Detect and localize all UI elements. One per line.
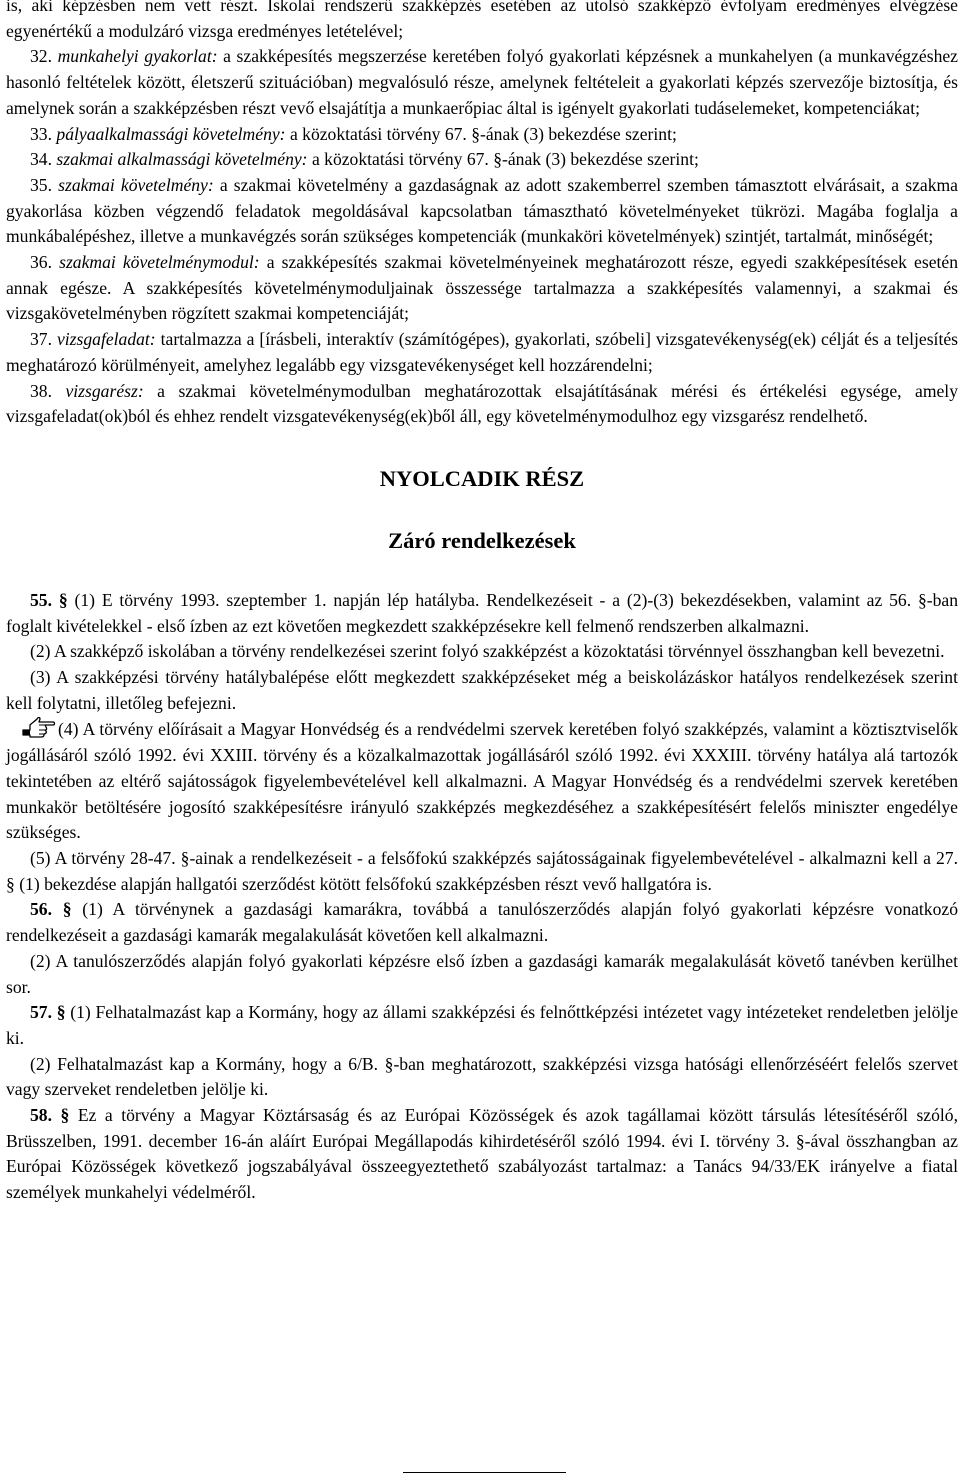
section-56 [6,897,958,948]
paragraph-55-5: (5) A törvény 28-47. §-ainak a rendelkezéseit - a felsőfokú szakképzés sajátosságainak figyelembevételével - alkalmazni kell a 27. § (1) bekezdése alapján hallgatói szerződést kötött felsőfokú szakképzésben részt vevő hallgatóra is. [6,847,958,894]
document-page [6,0,958,1206]
definition-36 [6,250,958,327]
definition-37 [6,327,958,378]
section-symbol: § [60,1105,70,1126]
paragraph-text: (4) A törvény előírásait a Magyar Honvédség és a rendvédelmi szervek keretében folyó szakképzés, valamint a köztisztviselők jogállásáról szóló 1992. évi XXIII. törvény és a közalkalmazottak jogállásáról szóló 1992. évi XXXIII. törvény hatálya alá tartozók tekintetében az eltérő sajátosságok figyelembevételével kell alkalmazni. A Magyar Honvédség és a rendvédelmi szervek keretében munkakör betöltésére jogosító szakképesítésre irányuló szakképzés megkezdéséhez a szakképesítésért felelős miniszter engedélye szükséges. [6,719,958,843]
definition-text: a szakképesítés szakmai követelményeinek meghatározott része, egyedi szakképesítések esetén annak egésze. A szakképesítés követelménymoduljainak összessége tartalmazza a szakképesítés valamennyi, a szakmai és vizsgakövetelményben rögzített szakmai kompetenciáját; [6,252,958,324]
intro-paragraph: is, aki képzésben nem vett részt. Iskolai rendszerű szakképzés esetében az utolsó szakképző évfolyam eredményes elvégzése egyenértékű a modulzáró vizsga eredményes letételével; [6,0,958,41]
paragraph-text: (1) A törvénynek a gazdasági kamarákra, továbbá a tanulószerződés alapján folyó gyakorlati képzésre vonatkozó rendelkezéseit a gazdasági kamarák megalakulását követően kell alkalmazni. [6,899,959,946]
section-symbol: § [58,589,68,610]
pointing-hand-icon [22,716,56,738]
definition-number: 32. [30,46,52,67]
paragraph-text: Ez a törvény a Magyar Köztársaság és az Európai Közösségek és azok tagállamai között társulás létesítéséről szóló, Brüsszelben, 1991. december 16-án aláírt Európai Megállapodás kihirdetéséről szóló 1994. évi I. törvény 3. §-ával összhangban az Európai Közösségek következő jogszabályával összeegyeztethető szabályozást tartalmaz: a Tanács 94/33/EK irányelve a fiatal személyek munkahelyi védelméről. [6,1105,958,1203]
section-number: 55. [30,589,52,610]
definition-term: szakmai követelmény: [58,174,214,195]
definition-term: pályaalkalmassági követelmény: [56,123,286,144]
part-title: NYOLCADIK RÉSZ [379,465,585,491]
section-number: 58. [30,1105,52,1126]
definition-38 [6,379,958,430]
definition-number: 37. [30,329,52,350]
paragraph-55-3: (3) A szakképzési törvény hatálybalépése előtt megkezdett szakképzéseket még a beiskolázáskor hatályos rendelkezések szerint kell folytatni, illetőleg befejezni. [6,667,958,713]
definition-term: vizsgarész: [65,380,144,401]
definition-text: a szakmai követelmény a gazdaságnak az adott szakemberrel szemben támasztott elvárásait, a szakma gyakorlása közben végzendő feladatok megoldásával kapcsolatban támasztható követelményeket tükrözi. Magába foglalja a munkábalépéshez, illetve a munkavégzés során szükséges kompetenciák (munkaköri követelmények) szintjét, tartalmát, minőségét; [6,174,958,247]
definition-term: vizsgafeladat: [56,329,156,350]
paragraph-55-2: (2) A szakképző iskolában a törvény rendelkezései szerint folyó szakképzést a közoktatási törvénnyel összhangban kell bevezetni. [30,641,945,662]
definition-term: munkahelyi gyakorlat: [57,46,218,67]
section-title: Záró rendelkezések [388,527,576,553]
definition-number: 38. [30,380,52,401]
definition-term: szakmai követelménymodul: [59,252,260,273]
definition-number: 36. [30,252,52,273]
definition-text: a szakmai követelménymodulban meghatározottak elsajátításának mérési és értékelési egysége, amely vizsgafeladat(ok)ból és ehhez rendelt vizsgatevékenység(ek)ből áll, egy követelménymodulhoz egy vizsgarész rendelhető. [6,380,958,427]
section-58 [6,1103,958,1206]
paragraph-56-2: (2) A tanulószerződés alapján folyó gyakorlati képzésre első ízben a gazdasági kamarák megalakulását követő tanévben kerülhet sor. [6,950,958,997]
section-57 [6,1000,958,1051]
definition-number: 33. [30,123,52,144]
paragraph-55-4 [6,716,958,846]
definition-term: szakmai alkalmassági követelmény: [56,149,308,170]
definition-text: a közoktatási törvény 67. §-ának (3) bekezdése szerint; [285,123,677,144]
section-symbol: § [62,899,72,920]
footnote-divider [403,1472,566,1473]
definition-34 [6,147,958,173]
section-55 [6,588,958,639]
definition-33 [6,122,958,148]
definition-number: 34. [30,149,52,170]
section-number: 57. [30,1002,52,1023]
paragraph-text: (1) Felhatalmazást kap a Kormány, hogy az állami szakképzési és felnőttképzési intézetet vagy intézeteket rendeletben jelölje ki. [6,1002,958,1048]
definition-text: tartalmazza a [írásbeli, interaktív (számítógépes), gyakorlati, szóbeli] vizsgatevékenység(ek) célját és a teljesítés meghatározó körülményeit, amelyhez legalább egy vizsgatevékenységet kell hozzárendelni; [6,329,958,375]
definition-32 [6,44,958,121]
definition-35 [6,173,958,250]
paragraph-text: (1) E törvény 1993. szeptember 1. napján lép hatályba. Rendelkezéseit - a (2)-(3) bekezdésekben, valamint az 56. §-ban foglalt kivételekkel - első ízben az ezt követően megkezdett szakképzésekre kell felmenő rendszerben alkalmazni. [6,589,959,636]
definition-number: 35. [30,174,52,195]
section-number: 56. [30,899,52,920]
paragraph-57-2: (2) Felhatalmazást kap a Kormány, hogy a 6/B. §-ban meghatározott, szakképzési vizsga hatósági ellenőrzéséért felelős szervet vagy szerveket rendeletben jelölje ki. [6,1053,958,1100]
section-symbol: § [56,1002,66,1023]
definition-text: a közoktatási törvény 67. §-ának (3) bekezdése szerint; [307,149,699,170]
definition-text: a szakképesítés megszerzése keretében folyó gyakorlati képzésnek a munkahelyen (a munkavégzéshez hasonló feltételek között, életszerű szituációban) megvalósuló része, amelynek feltételeit a gyakorlati képzés szervezője biztosítja, és amelynek során a szakképzésben részt vevő elsajátítja a munkaerőpiac által is igényelt gyakorlati tudáselemeket, kompetenciákat; [6,46,958,118]
